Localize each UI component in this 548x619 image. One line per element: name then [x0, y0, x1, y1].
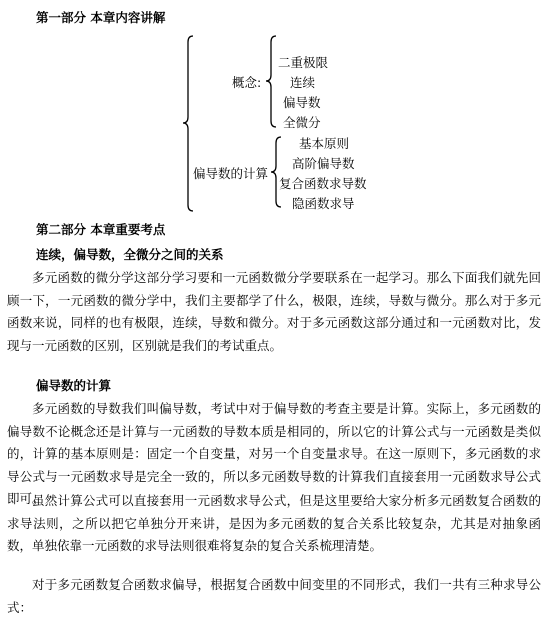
paragraph-relations: 多元函数的微分学这部分学习要和一元函数微分学要联系在一起学习。那么下面我们就先回顾一下，一元函数的微分学中，我们主要都学了什么，极限，连续，导数与微分。那么对于多元函数来说，同样的也有极限，连续，导数和微分。对于多元函数这部分通过和一元函数对比，发现与一元函数的区别，区别就是我们的考试重点。	[7, 270, 541, 353]
part2-heading: 第二部分 本章重要考点	[36, 222, 166, 237]
concept-brace	[266, 36, 276, 127]
section-title-relations: 连续，偏导数，全微分之间的关系	[36, 247, 224, 262]
part1-heading: 第一部分 本章内容讲解	[36, 10, 166, 25]
paragraph-calculation-2: 虽然计算公式可以直接套用一元函数求导公式，但是这里要给大家分析多元函数复合函数的求导法则，之所以把它单独分开来讲，是因为多元函数的复合关系比较复杂，尤其是对抽象函数，单独依靠一元函数的求导法则很难将复杂的复合关系梳理清楚。	[7, 493, 541, 554]
concept-item-total-differential: 全微分	[283, 115, 321, 130]
paragraph-calculation-3: 对于多元函数复合函数求偏导，根据复合函数中间变里的不同形式，我们一共有三种求导公式：	[7, 577, 541, 615]
concept-item-partial-derivative: 偏导数	[283, 95, 321, 110]
calc-item-composite: 复合函数求导数	[279, 176, 367, 191]
concept-label: 概念:	[232, 75, 262, 90]
calc-item-implicit: 隐函数求导	[292, 196, 355, 211]
concept-item-double-limit: 二重极限	[278, 55, 329, 70]
calc-item-basic-principle: 基本原则	[299, 136, 350, 151]
calc-brace	[271, 137, 281, 207]
concept-item-continuity: 连续	[290, 75, 316, 90]
calc-label: 偏导数的计算	[193, 166, 269, 181]
calc-item-higher-order: 高阶偏导数	[292, 156, 355, 171]
paragraph-calculation-1: 多元函数的导数我们叫偏导数，考试中对于偏导数的考查主要是计算。实际上，多元函数的偏导数不论概念还是计算与一元函数的导数本质是相同的，所以它的计算公式与一元函数是类似的，计算的基本原则是：固定一个自变量，对另一个自变量求导。在这一原则下，多元函数的求导公式与一元函数求导是完全一致的，所以多元函数导数的计算我们直接套用一元函数求导公式即可。	[7, 401, 541, 507]
outer-brace	[183, 36, 193, 211]
section-title-calculation: 偏导数的计算	[36, 378, 112, 393]
